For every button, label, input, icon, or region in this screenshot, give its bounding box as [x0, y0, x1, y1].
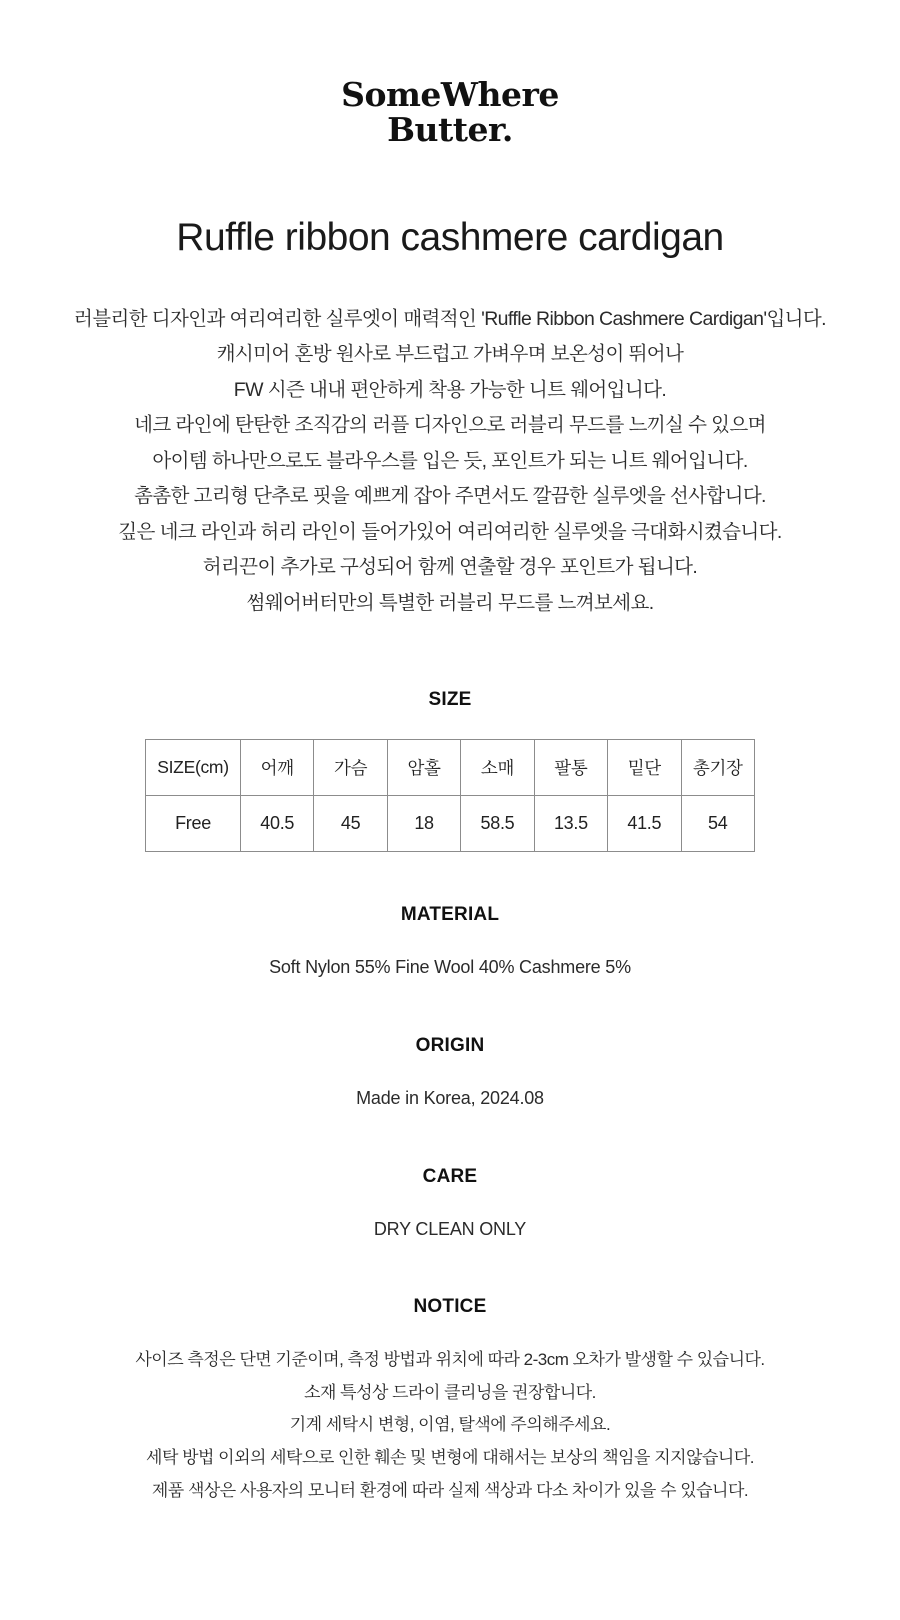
description-line: 캐시미어 혼방 원사로 부드럽고 가벼우며 보온성이 뛰어나 — [216, 343, 684, 366]
table-header-cell: 어깨 — [241, 740, 314, 796]
description-line: 러블리한 디자인과 여리여리한 실루엣이 매력적인 'Ruffle Ribbon Cashmere Cardigan'입니다. — [74, 308, 826, 330]
origin-section-heading: ORIGIN — [415, 1034, 485, 1056]
table-header-cell: 암홀 — [387, 740, 460, 796]
brand-logo-line-1: SomeWhere — [341, 75, 559, 114]
notice-section-heading: NOTICE — [413, 1296, 487, 1318]
description-line: 네크 라인에 탄탄한 조직감의 러플 디자인으로 러블리 무드를 느끼실 수 있으며 — [134, 414, 766, 437]
description-line: 아이템 하나만으로도 블라우스를 입은 듯, 포인트가 되는 니트 웨어입니다. — [152, 449, 748, 472]
size-table-container — [0, 739, 900, 852]
notice-line: 세탁 방법 이외의 세탁으로 인한 훼손 및 변형에 대해서는 보상의 책임을 지지않습니다. — [146, 1448, 754, 1468]
table-cell: 18 — [387, 796, 460, 852]
description-line: 촘촘한 고리형 단추로 핏을 예쁘게 잡아 주면서도 깔끔한 실루엣을 선사합니다. — [134, 485, 766, 508]
brand-logo — [0, 0, 900, 149]
notice-line: 사이즈 측정은 단면 기준이며, 측정 방법과 위치에 따라 2-3cm 오차가 발생할 수 있습니다. — [135, 1350, 765, 1370]
table-header-cell: 가슴 — [314, 740, 387, 796]
table-header-cell: 밑단 — [608, 740, 681, 796]
description-line: FW 시즌 내내 편안하게 착용 가능한 니트 웨어입니다. — [233, 378, 667, 401]
table-header-cell: SIZE(cm) — [146, 740, 241, 796]
notice-line: 기계 세탁시 변형, 이염, 탈색에 주의해주세요. — [289, 1415, 611, 1435]
table-cell: 41.5 — [608, 796, 681, 852]
table-header-row — [146, 740, 755, 796]
table-row — [146, 796, 755, 852]
page-title: Ruffle ribbon cashmere cardigan — [176, 216, 724, 259]
description-line: 허리끈이 추가로 구성되어 함께 연출할 경우 포인트가 됩니다. — [202, 556, 698, 579]
notice-line: 소재 특성상 드라이 클리닝을 권장합니다. — [304, 1382, 596, 1402]
table-header-cell: 소매 — [461, 740, 534, 796]
material-text: Soft Nylon 55% Fine Wool 40% Cashmere 5% — [269, 957, 631, 978]
origin-text: Made in Korea, 2024.08 — [356, 1087, 544, 1108]
notice-text — [0, 1344, 900, 1587]
size-section-heading: SIZE — [428, 689, 472, 711]
size-table — [145, 739, 755, 852]
table-cell: 13.5 — [534, 796, 607, 852]
table-header-cell: 팔통 — [534, 740, 607, 796]
product-description — [0, 302, 900, 621]
material-section-heading: MATERIAL — [400, 904, 500, 926]
table-cell: 54 — [681, 796, 754, 852]
table-cell: 40.5 — [241, 796, 314, 852]
table-cell: Free — [146, 796, 241, 852]
table-cell: 45 — [314, 796, 387, 852]
table-header-cell: 총기장 — [681, 740, 754, 796]
description-line: 썸웨어버터만의 특별한 러블리 무드를 느껴보세요. — [246, 591, 654, 614]
description-line: 깊은 네크 라인과 허리 라인이 들어가있어 여리여리한 실루엣을 극대화시켰습니다. — [118, 520, 782, 543]
notice-line: 제품 색상은 사용자의 모니터 환경에 따라 실제 색상과 다소 차이가 있을 수 있습니다. — [151, 1480, 749, 1500]
table-cell: 58.5 — [461, 796, 534, 852]
care-text: DRY CLEAN ONLY — [373, 1218, 527, 1239]
brand-logo-line-2: Butter. — [387, 110, 513, 149]
care-section-heading: CARE — [422, 1165, 478, 1187]
